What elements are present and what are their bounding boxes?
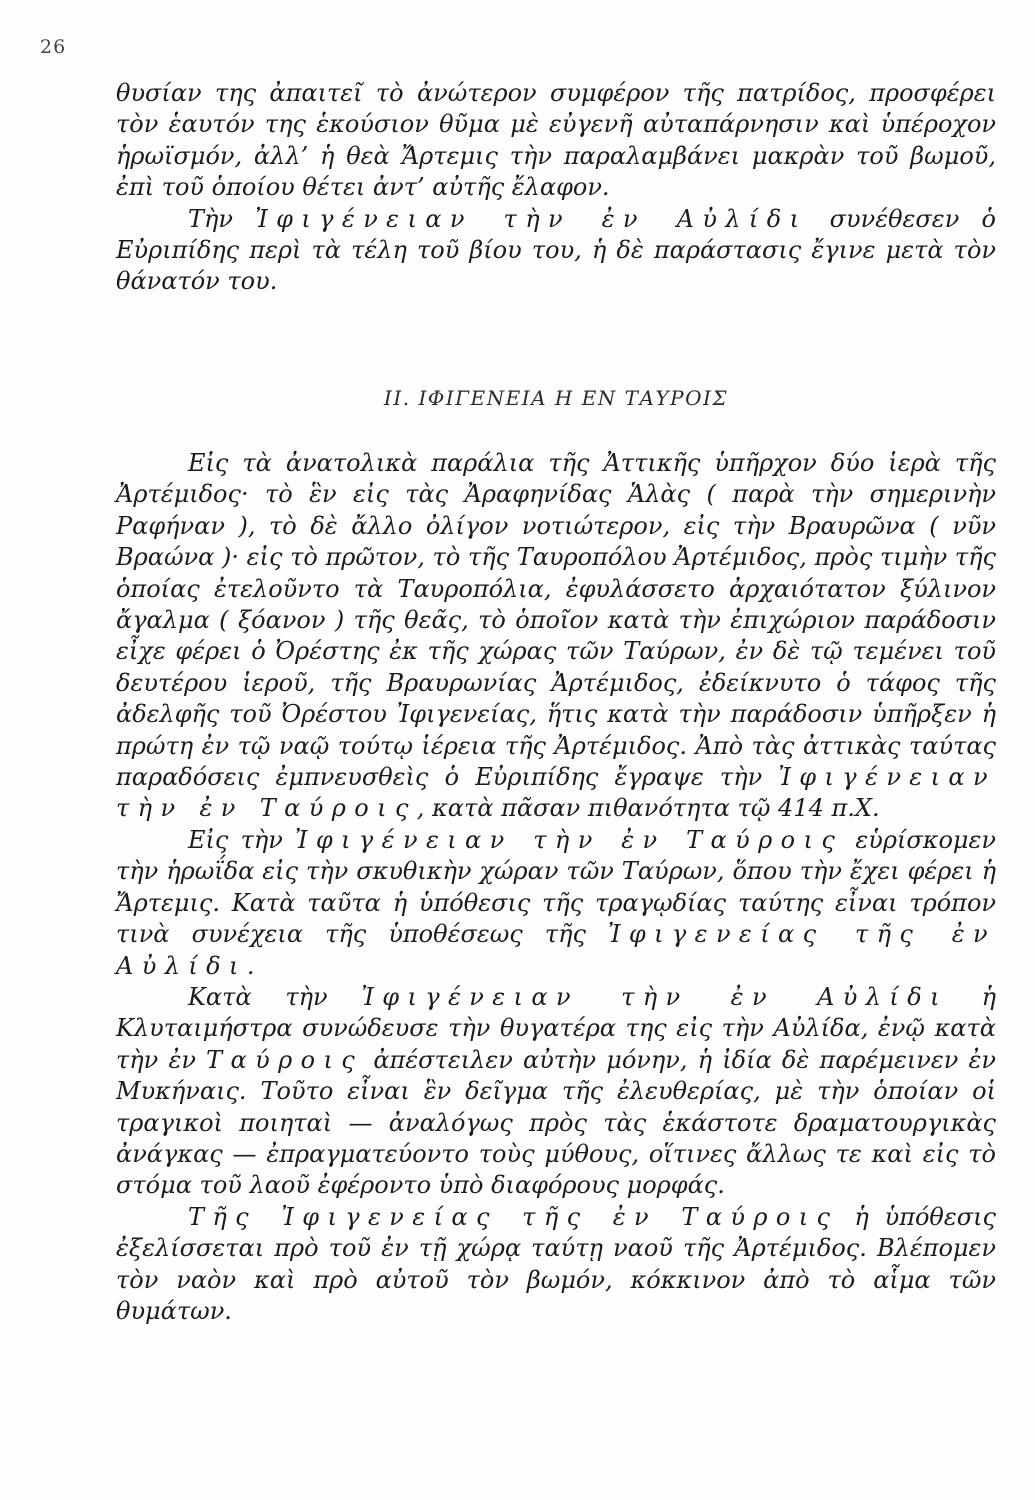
body-p3-c: ἀπέστειλεν αὐτὴν μόνην, ἡ ἰδία δὲ παρέμεινεν ἐν Μυκήναις. Τοῦτο εἶναι ἓν δεῖγμα τῆς ἐλευθερίας, μὲ τὴν ὁποίαν οἱ τραγικοὶ ποιηταὶ — ἀναλόγως πρὸς τὰς ἑκάστοτε δραματουργικὰς ἀνάγκας — ἐπραγματεύοντο τοὺς μύθους, οἵτινες ἄλλως τε καὶ εἰς τὸ στόμα τοῦ λαοῦ ἐφέροντο ὑπὸ διαφόρους μορφάς.	[116, 1045, 996, 1200]
body-p2-c: .	[246, 951, 255, 980]
body-text	[116, 448, 996, 1327]
section-heading: ΙΙ. ΙΦΙΓΕΝΕΙΑ Η ΕΝ ΤΑΥΡΟΙΣ	[383, 386, 729, 410]
body-p1-b: , κατὰ πᾶσαν πιθανότητα τῷ 414 π.Χ.	[416, 794, 880, 823]
play-title-aulis-2: Ἰφιγενείας τῆς ἐν Αὐλίδι	[116, 920, 997, 980]
intro-p2-end: συνέθεσεν ὁ Εὐριπίδης περὶ τὰ τέλη τοῦ βίου του, ἡ δὲ παράστασις ἔγινε μετὰ τὸν θάνατόν του.	[116, 204, 996, 296]
body-p2-b: εὑρίσκομεν τὴν ἡρωΐδα εἰς τὴν σκυθικὴν χώραν τῶν Ταύρων, ὅπου τὴν ἔχει φέρει ἡ Ἄρτεμις. Κατὰ ταῦτα ἡ ὑπόθεσις τῆς τραγῳδίας ταύτης εἶναι τρόπον τινὰ συνέχεια τῆς ὑποθέσεως τῆς	[116, 825, 996, 949]
play-title-tauris: Ἰφιγένειαν τὴν ἐν Ταύροις	[116, 763, 996, 823]
play-title-tauris-2: Ἰφιγένειαν τὴν ἐν Ταύροις	[295, 825, 844, 854]
play-title-aulis: Ἰφιγένειαν τὴν ἐν Αὐλίδι	[255, 204, 808, 233]
body-p3-a: Κατὰ τὴν	[188, 982, 362, 1011]
body-p4-a: ἡ ὑπόθεσις ἐξελίσσεται πρὸ τοῦ ἐν τῇ χώρᾳ ταύτῃ ναοῦ τῆς Ἀρτέμιδος. Βλέπομεν τὸν ναὸν καὶ πρὸ αὐτοῦ τὸν βωμόν, κόκκινον ἀπὸ τὸ αἷμα τῶν θυμάτων.	[116, 1202, 996, 1325]
intro-text	[116, 78, 996, 298]
play-title-tauris-3: Ταύροις	[206, 1045, 364, 1074]
intro-paragraph-2	[116, 204, 996, 298]
body-p1-a: Εἰς τὰ ἀνατολικὰ παράλια τῆς Ἀττικῆς ὑπῆρχον δύο ἱερὰ τῆς Ἀρτέμιδος· τὸ ἓν εἰς τὰς Ἀραφηνίδας Ἁλὰς ( παρὰ τὴν σημερινὴν Ραφήναν ), τὸ δὲ ἄλλο ὀλίγον νοτιώτερον, εἰς τὴν Βραυρῶνα ( νῦν Βραώνα )· εἰς τὸ πρῶτον, τὸ τῆς Ταυροπόλου Ἀρτέμιδος, πρὸς τιμὴν τῆς ὁποίας ἐτελοῦντο τὰ Ταυροπόλια, ἐφυλάσσετο ἀρχαιότατον ξύλινον ἄγαλμα ( ξόανον ) τῆς θεᾶς, τὸ ὁποῖον κατὰ τὴν ἐπιχώριον παράδοσιν εἶχε φέρει ὁ Ὀρέστης ἐκ τῆς χώρας τῶν Ταύρων, ἐν δὲ τῷ τεμένει τοῦ δευτέρου ἱεροῦ, τῆς Βραυρωνίας Ἀρτέμιδος, ἐδείκνυτο ὁ τάφος τῆς ἀδελφῆς τοῦ Ὀρέστου Ἰφιγενείας, ἥτις κατὰ τὴν παράδοσιν ὑπῆρξεν ἡ πρώτη ἐν τῷ ναῷ τούτῳ ἱέρεια τῆς Ἀρτέμιδος. Ἀπὸ τὰς ἀττικὰς ταύτας παραδόσεις ἐμπνευσθεὶς ὁ Εὐριπίδης ἔγραψε τὴν	[116, 449, 996, 792]
page-number: 26	[40, 36, 67, 58]
body-p3-b: ἡ Κλυταιμήστρα συνώδευσε τὴν θυγατέρα της εἰς τὴν Αὐλίδα, ἐνῷ κατὰ τὴν ἐν	[116, 982, 997, 1074]
body-paragraph-2	[116, 825, 996, 982]
body-paragraph-3	[116, 982, 996, 1202]
intro-paragraph-1: θυσίαν της ἀπαιτεῖ τὸ ἀνώτερον συμφέρον τῆς πατρίδος, προσφέρει τὸν ἑαυτόν της ἑκούσιον θῦμα μὲ εὐγενῆ αὐταπάρνησιν καὶ ὑπέροχον ἡρωϊσμόν, ἀλλ’ ἡ θεὰ Ἄρτεμις τὴν παραλαμβάνει μακρὰν τοῦ βωμοῦ, ἐπὶ τοῦ ὁποίου θέτει ἀντ’ αὐτῆς ἔλαφον.	[116, 79, 996, 202]
play-title-aulis-3: Ἰφιγένειαν τὴν ἐν Αὐλίδι	[361, 982, 948, 1011]
intro-p2-start: Τὴν	[188, 204, 256, 233]
play-title-tauris-4: Τῆς Ἰφιγενείας τῆς ἐν Ταύροις	[188, 1202, 839, 1231]
body-paragraph-1	[116, 448, 996, 825]
body-p2-a: Εἰς τὴν	[188, 825, 296, 854]
body-paragraph-4	[116, 1202, 996, 1328]
